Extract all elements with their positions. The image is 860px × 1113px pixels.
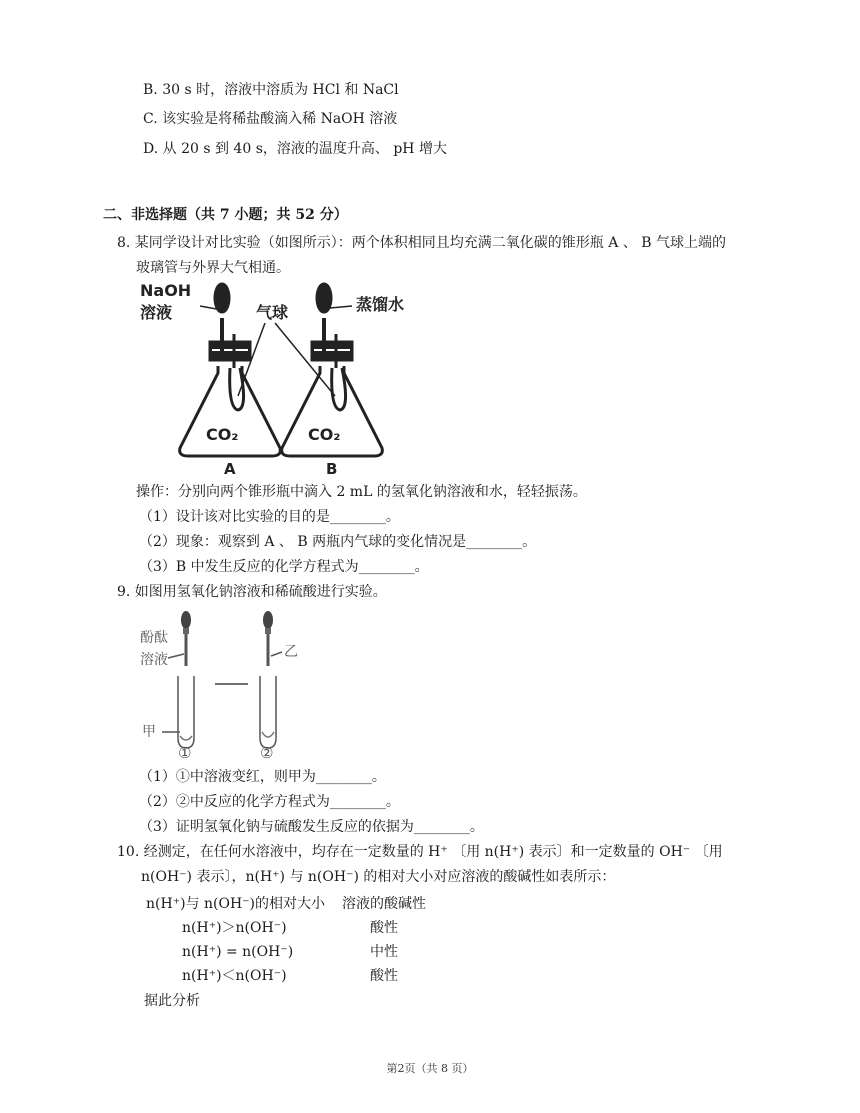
flask-b-balloon [332,368,346,410]
q8-sub1: （1）设计该对比实验的目的是________。 [139,509,400,525]
q10-analysis: 据此分析 [144,993,200,1009]
q9-sub3: （3）证明氢氧化钠与硫酸发生反应的依据为________。 [139,819,484,835]
flask-a-dropper-bulb [215,284,229,312]
choice-c: C. 该实验是将稀盐酸滴入稀 NaOH 溶液 [143,111,398,127]
q10-stem-line2: n(OH⁻) 表示〕，n(H⁺) 与 n(OH⁻) 的相对大小对应溶液的酸碱性如表所示： [141,869,616,885]
choice-b: B. 30 s 时，溶液中溶质为 HCl 和 NaCl [143,82,399,98]
q10-table-header-right: 溶液的酸碱性 [342,896,426,912]
q8-sub3: （3）B 中发生反应的化学方程式为________。 [139,559,429,575]
co2-a-label: CO₂ [206,425,239,444]
q10-row1-relation: n(H⁺)＞n(OH⁻) [182,920,287,936]
q8-stem-line1: 8. 某同学设计对比实验（如图所示）：两个体积相同且均充满二氧化碳的锥形瓶 A 、 B 气球上端的 [117,235,727,251]
flask-a-label: A [224,460,236,478]
flask-a-balloon [230,368,244,410]
q10-row2-relation: n(H⁺) = n(OH⁻) [182,944,294,960]
q10-table-header-left: n(H⁺)与 n(OH⁻)的相对大小 [146,896,326,912]
co2-b-label: CO₂ [308,425,341,444]
flask-b-label: B [326,460,338,478]
q10-stem-line1: 10. 经测定，在任何水溶液中，均存在一定数量的 H⁺ 〔用 n(H⁺) 表示〕和一定数量的 OH⁻ 〔用 [117,844,723,860]
q10-row3-nature: 酸性 [370,968,398,984]
naoh-label: NaOH [140,281,192,300]
q10-row3-relation: n(H⁺)＜n(OH⁻) [182,968,287,984]
q9-sub1: （1）①中溶液变红，则甲为________。 [139,769,386,785]
jia-label: 甲 [142,724,156,740]
q9-sub2: （2）②中反应的化学方程式为________。 [139,794,400,810]
q9-stem: 9. 如图用氢氧化钠溶液和稀硫酸进行实验。 [117,584,387,600]
choice-d: D. 从 20 s 到 40 s，溶液的温度升高、 pH 增大 [143,141,447,157]
indicator-label: 酚酞 [140,630,168,646]
page-footer: 第2页（共 8 页） [386,1062,474,1075]
q10-row1-nature: 酸性 [370,920,398,936]
q8-stem-line2: 玻璃管与外界大气相通。 [136,260,290,276]
water-label: 蒸馏水 [356,295,405,314]
q8-operation: 操作：分别向两个锥形瓶中滴入 2 mL 的氢氧化钠溶液和水，轻轻振荡。 [136,484,587,500]
step1-label: ① [178,744,192,762]
q8-sub2: （2）现象：观察到 A 、 B 两瓶内气球的变化情况是________。 [139,534,537,550]
section-heading: 二、非选择题（共 7 小题；共 52 分） [103,207,348,223]
q9-figure [140,608,320,762]
q10-row2-nature: 中性 [370,944,398,960]
q8-figure [130,278,430,478]
naoh-label-2: 溶液 [140,303,173,322]
balloon-label: 气球 [256,303,289,322]
step2-label: ② [260,744,274,762]
flask-b-dropper-bulb [317,284,331,312]
indicator-label-2: 溶液 [140,652,168,668]
yi-label: 乙 [284,644,298,660]
